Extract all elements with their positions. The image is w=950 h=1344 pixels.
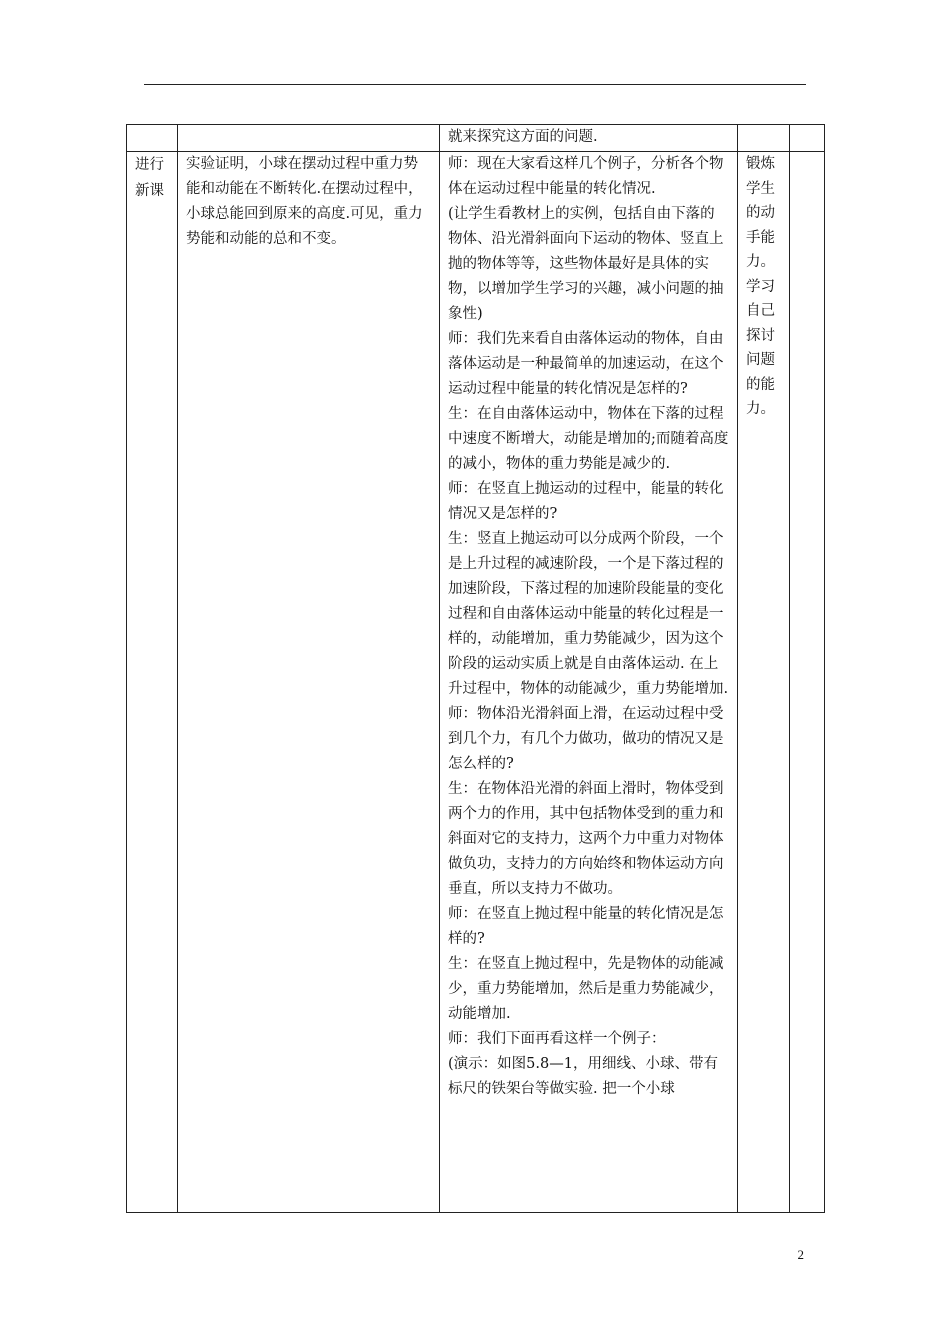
table-row [127,125,825,152]
content-cell: 就来探究这方面的问题. [440,125,738,152]
goal-cell [738,152,790,1213]
dialogue-paragraph: 生：在竖直上抛过程中，先是物体的动能减少，重力势能增加，然后是重力势能减少，动能增加. [448,956,724,1022]
table-row [127,152,825,1213]
lesson-plan-table [126,124,825,1213]
dialogue-paragraph: 师：在竖直上抛过程中能量的转化情况是怎样的? [448,906,724,947]
page-number: 2 [797,1247,804,1262]
content-cell [440,152,738,1213]
dialogue-paragraph: 师：现在大家看这样几个例子，分析各个物体在运动过程中能量的转化情况. [448,156,724,197]
dialogue-paragraph: 生：竖直上抛运动可以分成两个阶段，一个是上升过程的减速阶段，一个是下落过程的加速阶段，下落过程的加速阶段能量的变化过程和自由落体运动中能量的转化过程是一样的，动能增加，重力势能减少，因为这个阶段的运动实质上就是自由落体运动. 在上升过程中，物体的动能减少，重力势能增加. [448,531,729,697]
extra-cell [790,152,825,1213]
observation-cell: 实验证明，小球在摆动过程中重力势能和动能在不断转化.在摆动过程中，小球总能回到原来的高度.可见，重力势能和动能的总和不变。 [178,152,440,1213]
header-rule [144,84,806,85]
goal-text: 锻炼学生的动手能力。学习自己探讨问题的能力。 [746,156,775,417]
dialogue-paragraph: (让学生看教材上的实例，包括自由下落的物体、沿光滑斜面向下运动的物体、竖直上抛的物体等等，这些物体最好是具体的实物，以增加学生学习的兴趣，减小问题的抽象性) [448,206,724,322]
extra-cell [790,125,825,152]
dialogue-paragraph: 生：在自由落体运动中，物体在下落的过程中速度不断增大，动能是增加的;而随着高度的减小，物体的重力势能是减少的. [448,406,729,472]
observation-cell [178,125,440,152]
dialogue-paragraph: 师：我们先来看自由落体运动的物体，自由落体运动是一种最简单的加速运动，在这个运动过程中能量的转化情况是怎样的? [448,331,724,397]
dialogue-paragraph: 生：在物体沿光滑的斜面上滑时，物体受到两个力的作用，其中包括物体受到的重力和斜面对它的支持力，这两个力中重力对物体做负功，支持力的方向始终和物体运动方向垂直，所以支持力不做功。 [448,781,724,897]
stage-cell [127,152,178,1213]
dialogue-paragraph: 师：在竖直上抛运动的过程中，能量的转化情况又是怎样的? [448,481,724,522]
dialogue-paragraph: 师：物体沿光滑斜面上滑，在运动过程中受到几个力，有几个力做功，做功的情况又是怎么样的? [448,706,724,772]
stage-cell [127,125,178,152]
stage-label: 进行新课 [135,157,164,199]
dialogue-paragraph: (演示：如图5.8—1，用细线、小球、带有标尺的铁架台等做实验. 把一个小球 [448,1056,718,1097]
goal-cell [738,125,790,152]
dialogue-paragraph: 师：我们下面再看这样一个例子： [448,1031,666,1047]
